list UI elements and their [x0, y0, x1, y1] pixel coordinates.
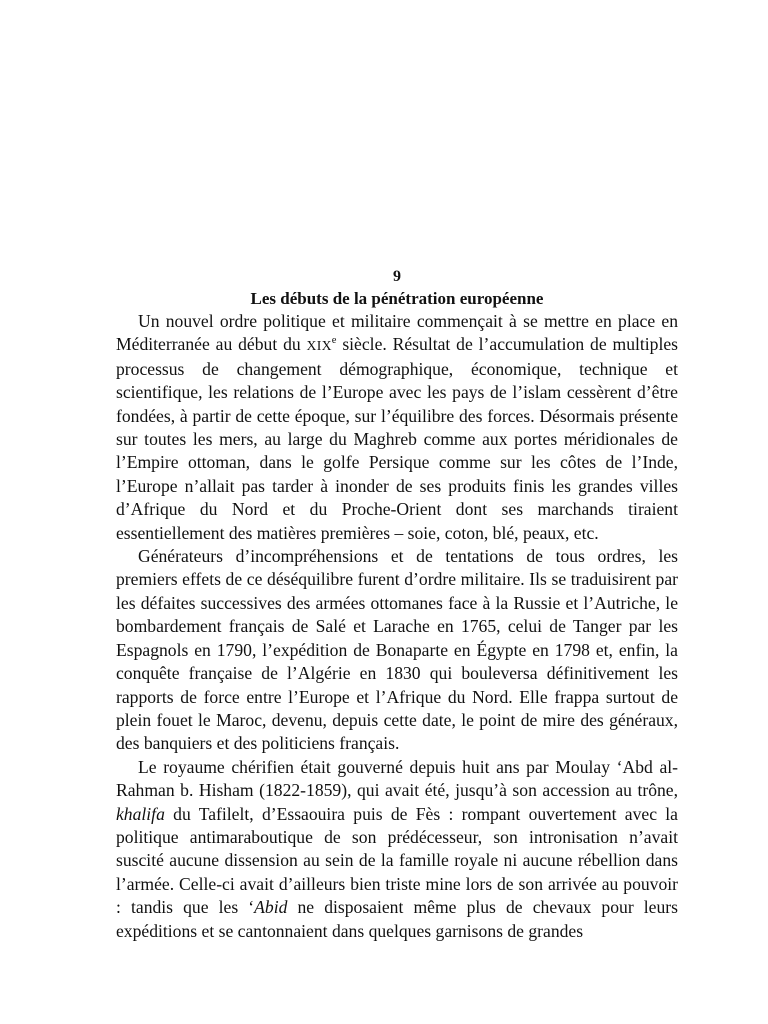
- century-suffix: e: [331, 335, 337, 347]
- paragraph-1-text-b: siècle. Résultat de l’accumulation de multiples processus de changement démographique, économique, technique et scientifique, les relations de l’Europe avec les pays de l’islam cessèrent d’être fondées, à partir de cette époque, sur l’équilibre des forces. Désormais présente sur toutes les mers, au large du Maghreb comme aux portes méridionales de l’Empire ottoman, dans le golfe Persique comme sur les côtes de l’Inde, l’Europe n’allait pas tarder à inonder de ses produits finis les grandes villes d’Afrique du Nord et du Proche-Orient dont ses marchands tiraient essentiellement des matières premières – soie, coton, blé, peaux, etc.: [116, 334, 678, 543]
- chapter-number: 9: [393, 268, 401, 285]
- paragraph-3-text-b: du Tafilelt, d’Essaouira puis de Fès : rompant ouvertement avec la politique antimaraboutique de son prédécesseur, son intronisation n’avait suscité aucune dissension au sein de la famille royale ni aucune rébellion dans l’armée. Celle-ci avait d’ailleurs bien triste mine lors de son arrivée au pouvoir : tandis que les ‘: [116, 803, 678, 918]
- paragraph-1: [116, 310, 678, 545]
- paragraph-2: Générateurs d’incompréhensions et de tentations de tous ordres, les premiers effets de ce déséquilibre furent d’ordre militaire. Ils se traduisirent par les défaites successives des armées ottomanes face à la Russie et l’Autriche, le bombardement français de Salé et Larache en 1765, celui de Tanger par les Espagnols en 1790, l’expédition de Bonaparte en Égypte en 1798 et, enfin, la conquête française de l’Algérie en 1830 qui bouleversa définitivement les rapports de force entre l’Europe et l’Afrique du Nord. Elle frappa surtout de plein fouet le Maroc, devenu, depuis cette date, le point de mire des généraux, des banquiers et des politiciens français.: [116, 546, 678, 754]
- paragraph-3-text-a: Le royaume chérifien était gouverné depuis huit ans par Moulay ‘Abd al-Rahman b. Hisham (1822-1859), qui avait été, jusqu’à son accession au trône,: [116, 756, 678, 801]
- paragraph-3-text-c: ne disposaient même plus de chevaux pour leurs expéditions et se cantonnaient dans quelques garnisons de grandes: [116, 897, 678, 941]
- century-numeral: XIX: [306, 338, 332, 354]
- paragraph-1-text-a: Un nouvel ordre politique et militaire commençait à se mettre en place en Méditerranée au début du: [116, 311, 678, 355]
- page-content: [116, 266, 678, 943]
- chapter-title: Les débuts de la pénétration européenne: [250, 289, 544, 308]
- term-abid: Abid: [254, 897, 288, 918]
- term-khalifa: khalifa: [116, 803, 165, 824]
- paragraph-3: [116, 756, 678, 943]
